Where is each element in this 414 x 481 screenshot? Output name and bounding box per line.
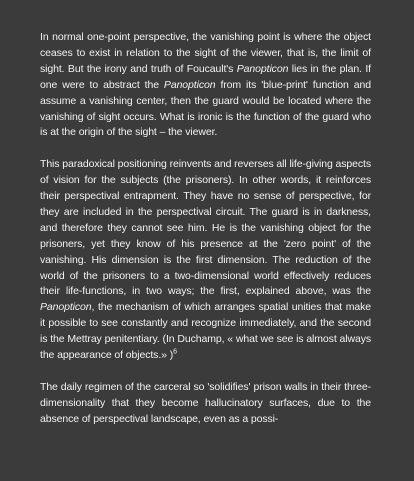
italic-term: Panopticon — [40, 301, 92, 314]
paragraph — [40, 30, 371, 141]
text-run: This paradoxical positioning reinvents and reverses all life-giving aspects of vision for the subjects (the prisoners). In other words, it reinforces their perspectival entrapment. They have no sense of perspective, for they are included in the perspectival circuit. The guard is in darkness, and therefore they cannot see him. He is the vanishing object for the prisoners, yet they know of his presence at the 'zero point' of the vanishing. His dimension is the first dimension. The reduction of the world of the prisoners to a two-dimensional world effectively reduces their life-functions, in two ways; the first, explained above, was the — [40, 158, 372, 298]
italic-term: Panopticon — [236, 62, 289, 75]
text-run: In normal one-point perspective, the vanishing point is where the object ceases to exist in relation to the sight of the viewer, that is, the limit of sight. But the irony and truth of Foucault's — [40, 31, 371, 75]
italic-term: Panopticon — [163, 78, 216, 91]
text-run: lies in the plan. If one were to abstract the — [40, 62, 371, 91]
text-run: from its 'blue-print' function and assume a vanishing center, then the guard would be located where the vanishing of sight occurs. What is ironic is the function of the guard who is at the origin of the sight – the viewer. — [40, 78, 371, 139]
text-run: The daily regimen of the carceral so 'solidifies' prison walls in their three-dimensionality that they become hallucinatory surfaces, due to the absence of perspectival landscape, even as a possi- — [40, 380, 371, 425]
footnote-marker: 6 — [173, 348, 177, 356]
paragraph — [40, 380, 371, 428]
paragraph — [40, 157, 371, 364]
body-text — [40, 30, 371, 428]
text-run: , the mechanism of which arranges spatial unities that make it possible to see constantly and recognize immediately, and the second is the Mettray penitentiary. (In Duchamp, « what we see is almost always the appearance of objects.» ) — [40, 301, 371, 362]
